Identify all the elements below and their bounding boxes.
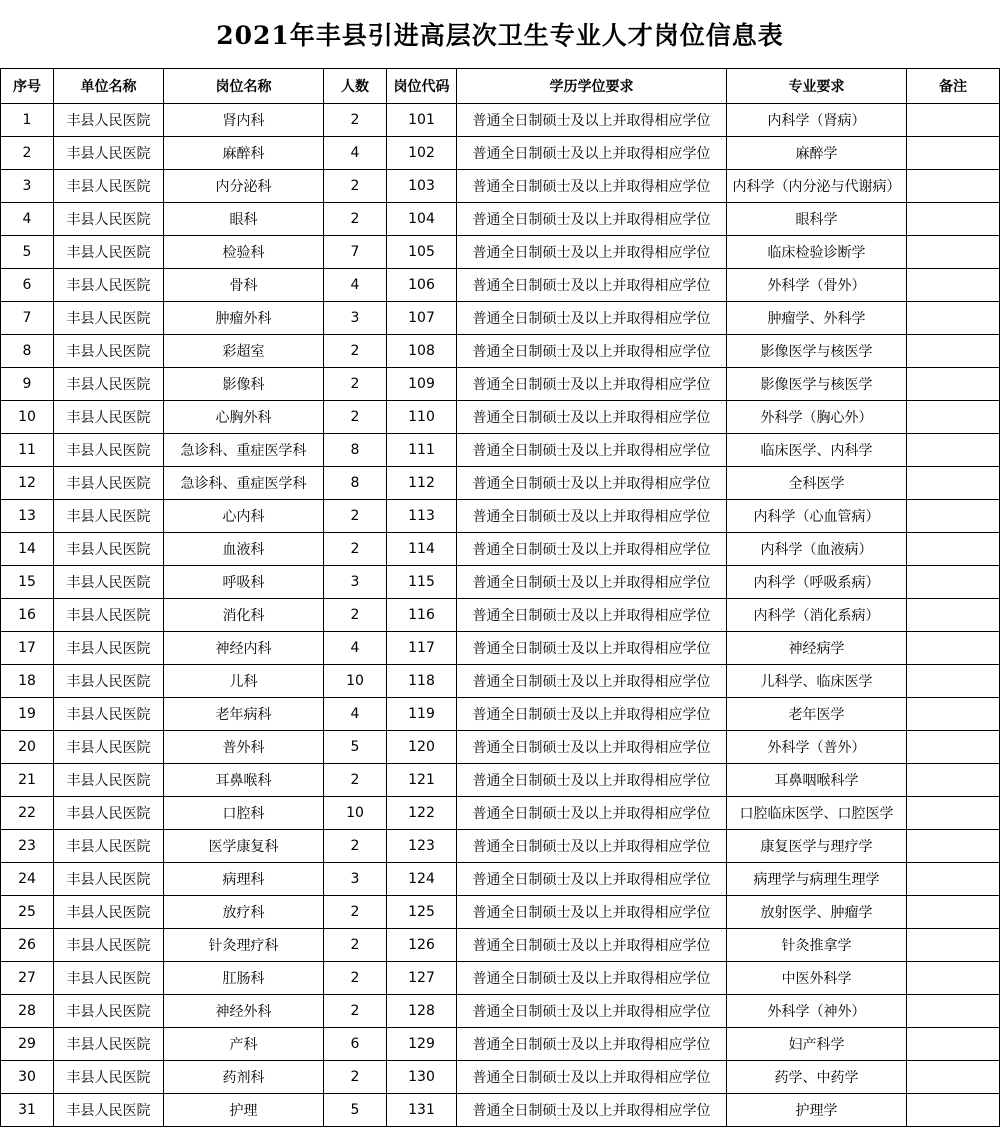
cell-unit: 丰县人民医院 [54, 995, 164, 1028]
cell-index: 19 [1, 698, 54, 731]
cell-index: 24 [1, 863, 54, 896]
table-row [1, 104, 1000, 137]
cell-count: 2 [324, 533, 387, 566]
cell-code: 110 [387, 401, 457, 434]
cell-code: 119 [387, 698, 457, 731]
cell-remarks [907, 104, 1000, 137]
cell-count: 2 [324, 1061, 387, 1094]
cell-code: 125 [387, 896, 457, 929]
table-row [1, 962, 1000, 995]
table-row [1, 698, 1000, 731]
cell-position: 产科 [164, 1028, 324, 1061]
cell-position: 心胸外科 [164, 401, 324, 434]
table-row [1, 731, 1000, 764]
cell-position: 儿科 [164, 665, 324, 698]
cell-count: 2 [324, 368, 387, 401]
cell-education: 普通全日制硕士及以上并取得相应学位 [457, 335, 727, 368]
cell-position: 心内科 [164, 500, 324, 533]
cell-major: 内科学（肾病） [727, 104, 907, 137]
cell-code: 120 [387, 731, 457, 764]
cell-position: 急诊科、重症医学科 [164, 434, 324, 467]
cell-remarks [907, 302, 1000, 335]
cell-count: 3 [324, 566, 387, 599]
cell-code: 117 [387, 632, 457, 665]
cell-count: 3 [324, 863, 387, 896]
cell-major: 儿科学、临床医学 [727, 665, 907, 698]
table-row [1, 632, 1000, 665]
cell-index: 25 [1, 896, 54, 929]
cell-major: 口腔临床医学、口腔医学 [727, 797, 907, 830]
cell-remarks [907, 632, 1000, 665]
cell-index: 22 [1, 797, 54, 830]
cell-unit: 丰县人民医院 [54, 104, 164, 137]
cell-count: 2 [324, 170, 387, 203]
table-body [1, 104, 1000, 1127]
cell-major: 眼科学 [727, 203, 907, 236]
cell-index: 15 [1, 566, 54, 599]
cell-unit: 丰县人民医院 [54, 1094, 164, 1127]
cell-unit: 丰县人民医院 [54, 929, 164, 962]
cell-education: 普通全日制硕士及以上并取得相应学位 [457, 236, 727, 269]
cell-index: 6 [1, 269, 54, 302]
cell-position: 耳鼻喉科 [164, 764, 324, 797]
cell-index: 31 [1, 1094, 54, 1127]
cell-major: 内科学（血液病） [727, 533, 907, 566]
cell-index: 11 [1, 434, 54, 467]
cell-position: 口腔科 [164, 797, 324, 830]
cell-position: 放疗科 [164, 896, 324, 929]
cell-remarks [907, 863, 1000, 896]
cell-major: 内科学（内分泌与代谢病） [727, 170, 907, 203]
cell-position: 彩超室 [164, 335, 324, 368]
cell-count: 2 [324, 995, 387, 1028]
col-header-unit: 单位名称 [54, 69, 164, 104]
cell-remarks [907, 566, 1000, 599]
cell-position: 血液科 [164, 533, 324, 566]
cell-code: 122 [387, 797, 457, 830]
cell-index: 20 [1, 731, 54, 764]
table-row [1, 236, 1000, 269]
cell-count: 2 [324, 896, 387, 929]
cell-code: 124 [387, 863, 457, 896]
cell-code: 103 [387, 170, 457, 203]
cell-education: 普通全日制硕士及以上并取得相应学位 [457, 1061, 727, 1094]
cell-major: 肿瘤学、外科学 [727, 302, 907, 335]
cell-remarks [907, 896, 1000, 929]
cell-education: 普通全日制硕士及以上并取得相应学位 [457, 863, 727, 896]
cell-code: 130 [387, 1061, 457, 1094]
cell-remarks [907, 797, 1000, 830]
cell-code: 118 [387, 665, 457, 698]
cell-position: 呼吸科 [164, 566, 324, 599]
cell-position: 神经外科 [164, 995, 324, 1028]
cell-unit: 丰县人民医院 [54, 1028, 164, 1061]
cell-index: 28 [1, 995, 54, 1028]
cell-remarks [907, 665, 1000, 698]
cell-unit: 丰县人民医院 [54, 698, 164, 731]
cell-education: 普通全日制硕士及以上并取得相应学位 [457, 467, 727, 500]
cell-unit: 丰县人民医院 [54, 302, 164, 335]
col-header-code: 岗位代码 [387, 69, 457, 104]
cell-education: 普通全日制硕士及以上并取得相应学位 [457, 830, 727, 863]
cell-unit: 丰县人民医院 [54, 797, 164, 830]
cell-index: 13 [1, 500, 54, 533]
cell-major: 外科学（神外） [727, 995, 907, 1028]
cell-remarks [907, 929, 1000, 962]
cell-index: 17 [1, 632, 54, 665]
cell-code: 128 [387, 995, 457, 1028]
cell-remarks [907, 698, 1000, 731]
table-row [1, 1028, 1000, 1061]
cell-position: 检验科 [164, 236, 324, 269]
cell-remarks [907, 236, 1000, 269]
cell-education: 普通全日制硕士及以上并取得相应学位 [457, 797, 727, 830]
cell-index: 18 [1, 665, 54, 698]
cell-major: 针灸推拿学 [727, 929, 907, 962]
table-row [1, 533, 1000, 566]
cell-education: 普通全日制硕士及以上并取得相应学位 [457, 962, 727, 995]
cell-education: 普通全日制硕士及以上并取得相应学位 [457, 1028, 727, 1061]
cell-code: 121 [387, 764, 457, 797]
cell-major: 护理学 [727, 1094, 907, 1127]
cell-major: 中医外科学 [727, 962, 907, 995]
cell-remarks [907, 599, 1000, 632]
cell-major: 影像医学与核医学 [727, 335, 907, 368]
cell-index: 26 [1, 929, 54, 962]
cell-count: 7 [324, 236, 387, 269]
cell-code: 106 [387, 269, 457, 302]
table-row [1, 368, 1000, 401]
cell-position: 消化科 [164, 599, 324, 632]
cell-code: 114 [387, 533, 457, 566]
cell-unit: 丰县人民医院 [54, 467, 164, 500]
cell-code: 105 [387, 236, 457, 269]
cell-position: 影像科 [164, 368, 324, 401]
cell-remarks [907, 467, 1000, 500]
cell-education: 普通全日制硕士及以上并取得相应学位 [457, 731, 727, 764]
cell-code: 104 [387, 203, 457, 236]
cell-position: 肾内科 [164, 104, 324, 137]
cell-unit: 丰县人民医院 [54, 599, 164, 632]
table-row [1, 995, 1000, 1028]
cell-unit: 丰县人民医院 [54, 533, 164, 566]
cell-count: 10 [324, 665, 387, 698]
table-row [1, 1061, 1000, 1094]
table-row [1, 401, 1000, 434]
cell-remarks [907, 1061, 1000, 1094]
cell-major: 康复医学与理疗学 [727, 830, 907, 863]
cell-education: 普通全日制硕士及以上并取得相应学位 [457, 104, 727, 137]
cell-major: 耳鼻咽喉科学 [727, 764, 907, 797]
cell-education: 普通全日制硕士及以上并取得相应学位 [457, 368, 727, 401]
table-row [1, 764, 1000, 797]
cell-remarks [907, 731, 1000, 764]
cell-code: 131 [387, 1094, 457, 1127]
table-row [1, 929, 1000, 962]
col-header-education: 学历学位要求 [457, 69, 727, 104]
cell-index: 2 [1, 137, 54, 170]
cell-count: 2 [324, 830, 387, 863]
cell-education: 普通全日制硕士及以上并取得相应学位 [457, 566, 727, 599]
col-header-index: 序号 [1, 69, 54, 104]
cell-unit: 丰县人民医院 [54, 764, 164, 797]
cell-remarks [907, 830, 1000, 863]
cell-remarks [907, 137, 1000, 170]
table-row [1, 500, 1000, 533]
cell-index: 8 [1, 335, 54, 368]
table-row [1, 467, 1000, 500]
cell-count: 2 [324, 500, 387, 533]
cell-count: 8 [324, 467, 387, 500]
cell-code: 115 [387, 566, 457, 599]
cell-position: 内分泌科 [164, 170, 324, 203]
cell-count: 2 [324, 962, 387, 995]
cell-major: 妇产科学 [727, 1028, 907, 1061]
cell-code: 112 [387, 467, 457, 500]
cell-education: 普通全日制硕士及以上并取得相应学位 [457, 896, 727, 929]
cell-index: 9 [1, 368, 54, 401]
cell-major: 外科学（普外） [727, 731, 907, 764]
cell-major: 病理学与病理生理学 [727, 863, 907, 896]
cell-major: 影像医学与核医学 [727, 368, 907, 401]
cell-unit: 丰县人民医院 [54, 269, 164, 302]
cell-code: 127 [387, 962, 457, 995]
cell-count: 4 [324, 269, 387, 302]
cell-count: 10 [324, 797, 387, 830]
cell-unit: 丰县人民医院 [54, 665, 164, 698]
col-header-remarks: 备注 [907, 69, 1000, 104]
col-header-major: 专业要求 [727, 69, 907, 104]
cell-education: 普通全日制硕士及以上并取得相应学位 [457, 434, 727, 467]
cell-index: 7 [1, 302, 54, 335]
cell-unit: 丰县人民医院 [54, 500, 164, 533]
cell-code: 126 [387, 929, 457, 962]
cell-remarks [907, 269, 1000, 302]
cell-code: 101 [387, 104, 457, 137]
cell-index: 1 [1, 104, 54, 137]
cell-index: 27 [1, 962, 54, 995]
cell-code: 129 [387, 1028, 457, 1061]
cell-unit: 丰县人民医院 [54, 170, 164, 203]
cell-position: 肛肠科 [164, 962, 324, 995]
cell-education: 普通全日制硕士及以上并取得相应学位 [457, 401, 727, 434]
cell-code: 113 [387, 500, 457, 533]
cell-position: 骨科 [164, 269, 324, 302]
cell-remarks [907, 962, 1000, 995]
cell-position: 急诊科、重症医学科 [164, 467, 324, 500]
table-row [1, 896, 1000, 929]
cell-education: 普通全日制硕士及以上并取得相应学位 [457, 665, 727, 698]
cell-position: 病理科 [164, 863, 324, 896]
table-row [1, 269, 1000, 302]
table-row [1, 203, 1000, 236]
cell-count: 2 [324, 599, 387, 632]
cell-major: 麻醉学 [727, 137, 907, 170]
cell-major: 全科医学 [727, 467, 907, 500]
cell-unit: 丰县人民医院 [54, 368, 164, 401]
cell-education: 普通全日制硕士及以上并取得相应学位 [457, 698, 727, 731]
cell-remarks [907, 1028, 1000, 1061]
cell-education: 普通全日制硕士及以上并取得相应学位 [457, 764, 727, 797]
cell-education: 普通全日制硕士及以上并取得相应学位 [457, 632, 727, 665]
cell-remarks [907, 401, 1000, 434]
cell-unit: 丰县人民医院 [54, 137, 164, 170]
cell-unit: 丰县人民医院 [54, 401, 164, 434]
cell-code: 123 [387, 830, 457, 863]
cell-count: 2 [324, 764, 387, 797]
cell-unit: 丰县人民医院 [54, 203, 164, 236]
cell-remarks [907, 995, 1000, 1028]
cell-education: 普通全日制硕士及以上并取得相应学位 [457, 137, 727, 170]
col-header-count: 人数 [324, 69, 387, 104]
cell-index: 12 [1, 467, 54, 500]
cell-education: 普通全日制硕士及以上并取得相应学位 [457, 269, 727, 302]
cell-count: 5 [324, 1094, 387, 1127]
cell-major: 临床检验诊断学 [727, 236, 907, 269]
cell-count: 2 [324, 104, 387, 137]
cell-index: 29 [1, 1028, 54, 1061]
cell-remarks [907, 368, 1000, 401]
cell-position: 肿瘤外科 [164, 302, 324, 335]
cell-unit: 丰县人民医院 [54, 830, 164, 863]
table-row [1, 665, 1000, 698]
cell-major: 神经病学 [727, 632, 907, 665]
cell-count: 4 [324, 698, 387, 731]
cell-count: 2 [324, 401, 387, 434]
cell-count: 4 [324, 632, 387, 665]
cell-code: 108 [387, 335, 457, 368]
table-row [1, 1094, 1000, 1127]
cell-major: 放射医学、肿瘤学 [727, 896, 907, 929]
cell-index: 21 [1, 764, 54, 797]
cell-count: 2 [324, 929, 387, 962]
cell-education: 普通全日制硕士及以上并取得相应学位 [457, 500, 727, 533]
cell-count: 6 [324, 1028, 387, 1061]
cell-unit: 丰县人民医院 [54, 236, 164, 269]
cell-index: 4 [1, 203, 54, 236]
table-row [1, 599, 1000, 632]
cell-unit: 丰县人民医院 [54, 566, 164, 599]
table-row [1, 335, 1000, 368]
cell-education: 普通全日制硕士及以上并取得相应学位 [457, 1094, 727, 1127]
cell-unit: 丰县人民医院 [54, 335, 164, 368]
cell-index: 3 [1, 170, 54, 203]
cell-unit: 丰县人民医院 [54, 863, 164, 896]
cell-major: 临床医学、内科学 [727, 434, 907, 467]
cell-position: 麻醉科 [164, 137, 324, 170]
cell-count: 8 [324, 434, 387, 467]
cell-count: 2 [324, 203, 387, 236]
cell-code: 109 [387, 368, 457, 401]
cell-unit: 丰县人民医院 [54, 1061, 164, 1094]
cell-position: 老年病科 [164, 698, 324, 731]
table-row [1, 830, 1000, 863]
cell-index: 23 [1, 830, 54, 863]
cell-count: 2 [324, 335, 387, 368]
page-title: 2021年丰县引进高层次卫生专业人才岗位信息表 [216, 21, 784, 50]
cell-position: 普外科 [164, 731, 324, 764]
cell-index: 10 [1, 401, 54, 434]
cell-remarks [907, 500, 1000, 533]
cell-education: 普通全日制硕士及以上并取得相应学位 [457, 929, 727, 962]
cell-position: 药剂科 [164, 1061, 324, 1094]
cell-count: 5 [324, 731, 387, 764]
cell-code: 102 [387, 137, 457, 170]
cell-code: 111 [387, 434, 457, 467]
table-row [1, 566, 1000, 599]
cell-major: 老年医学 [727, 698, 907, 731]
cell-position: 眼科 [164, 203, 324, 236]
cell-education: 普通全日制硕士及以上并取得相应学位 [457, 599, 727, 632]
cell-remarks [907, 170, 1000, 203]
cell-position: 针灸理疗科 [164, 929, 324, 962]
cell-remarks [907, 533, 1000, 566]
cell-major: 内科学（消化系病） [727, 599, 907, 632]
table-header-row [1, 69, 1000, 104]
cell-position: 护理 [164, 1094, 324, 1127]
cell-unit: 丰县人民医院 [54, 731, 164, 764]
cell-major: 内科学（呼吸系病） [727, 566, 907, 599]
cell-index: 30 [1, 1061, 54, 1094]
table-row [1, 302, 1000, 335]
table-row [1, 863, 1000, 896]
cell-remarks [907, 1094, 1000, 1127]
cell-count: 3 [324, 302, 387, 335]
cell-education: 普通全日制硕士及以上并取得相应学位 [457, 533, 727, 566]
cell-education: 普通全日制硕士及以上并取得相应学位 [457, 170, 727, 203]
cell-major: 内科学（心血管病） [727, 500, 907, 533]
cell-unit: 丰县人民医院 [54, 434, 164, 467]
cell-position: 神经内科 [164, 632, 324, 665]
cell-remarks [907, 335, 1000, 368]
cell-index: 5 [1, 236, 54, 269]
cell-code: 116 [387, 599, 457, 632]
cell-code: 107 [387, 302, 457, 335]
cell-education: 普通全日制硕士及以上并取得相应学位 [457, 995, 727, 1028]
cell-count: 4 [324, 137, 387, 170]
table-row [1, 137, 1000, 170]
cell-unit: 丰县人民医院 [54, 962, 164, 995]
cell-education: 普通全日制硕士及以上并取得相应学位 [457, 203, 727, 236]
col-header-position: 岗位名称 [164, 69, 324, 104]
cell-unit: 丰县人民医院 [54, 896, 164, 929]
cell-index: 14 [1, 533, 54, 566]
positions-table [0, 68, 1000, 1127]
cell-position: 医学康复科 [164, 830, 324, 863]
cell-major: 药学、中药学 [727, 1061, 907, 1094]
table-row [1, 797, 1000, 830]
cell-remarks [907, 434, 1000, 467]
cell-unit: 丰县人民医院 [54, 632, 164, 665]
cell-remarks [907, 203, 1000, 236]
table-row [1, 170, 1000, 203]
cell-major: 外科学（骨外） [727, 269, 907, 302]
cell-education: 普通全日制硕士及以上并取得相应学位 [457, 302, 727, 335]
cell-index: 16 [1, 599, 54, 632]
cell-remarks [907, 764, 1000, 797]
table-row [1, 434, 1000, 467]
cell-major: 外科学（胸心外） [727, 401, 907, 434]
